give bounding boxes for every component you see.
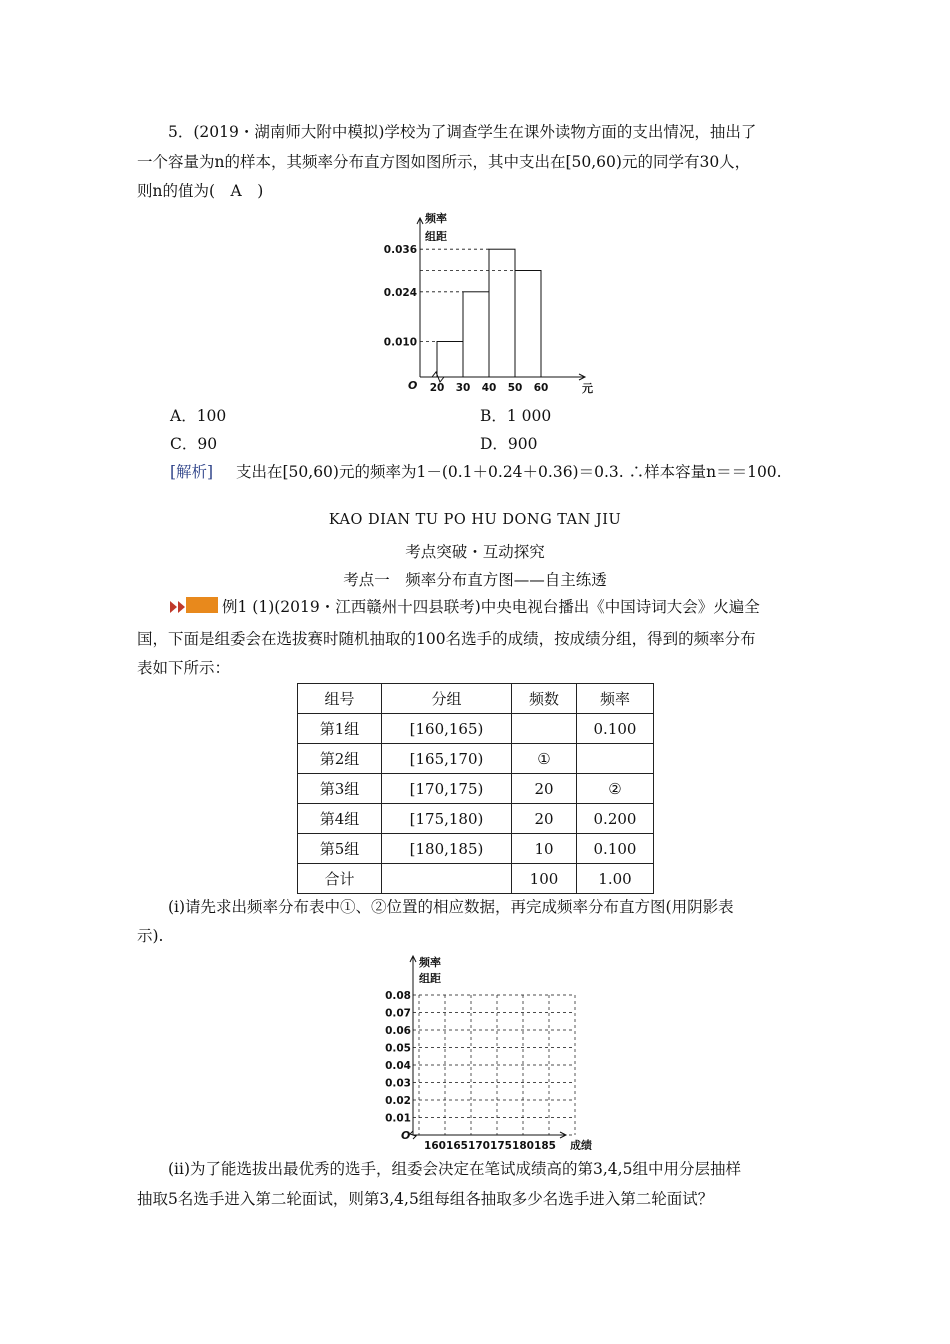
origin-label: O <box>408 379 418 392</box>
table-cell <box>382 864 512 894</box>
y-tick-label: 0.04 <box>385 1060 411 1072</box>
table-cell <box>512 714 577 744</box>
table-cell: 第5组 <box>298 834 382 864</box>
x-tick-label: 175 <box>490 1140 512 1150</box>
analysis-text: 支出在[50,60)元的频率为1－(0.1＋0.24＋0.36)＝0.3. ∴样本容量n＝＝100. <box>236 463 782 481</box>
x-axis-label: 元 <box>582 382 593 395</box>
x-tick-label: 40 <box>481 382 497 394</box>
histogram-bar <box>489 249 515 377</box>
problem5-line1: 5．(2019・湖南师大附中模拟)学校为了调查学生在课外读物方面的支出情况，抽出了 <box>168 123 757 141</box>
table-cell: [170,175) <box>382 774 512 804</box>
y-tick-label: 0.07 <box>385 1007 411 1020</box>
histogram-bar <box>437 342 463 378</box>
y-label-top: 频率 <box>425 212 447 225</box>
option-a: A．100 <box>170 407 227 425</box>
histogram-bar <box>463 292 489 377</box>
y-tick-label: 0.010 <box>383 336 417 349</box>
problem5-line2: 一个容量为n的样本，其频率分布直方图如图所示，其中支出在[50,60)元的同学有30人， <box>137 153 751 171</box>
y-tick-label: 0.02 <box>385 1095 411 1107</box>
x-axis-label: 成绩 <box>570 1139 592 1150</box>
y-label-bottom: 组距 <box>419 972 441 985</box>
x-tick-label: 20 <box>429 382 445 394</box>
x-tick-label: 185 <box>534 1140 556 1150</box>
y-tick-label: 0.06 <box>385 1025 411 1037</box>
y-tick-label: 0.05 <box>385 1042 411 1055</box>
question2-line2: 抽取5名选手进入第二轮面试，则第3,4,5组每组各抽取多少名选手进入第二轮面试？ <box>137 1190 714 1208</box>
table-cell: 20 <box>512 804 577 834</box>
table-header: 组号 <box>298 684 382 714</box>
option-b: B．1 000 <box>480 407 552 425</box>
x-tick-label: 180 <box>512 1140 534 1150</box>
y-tick-label: 0.024 <box>383 286 417 299</box>
table-row <box>298 774 654 804</box>
x-tick-label: 165 <box>446 1140 468 1150</box>
table-cell: 第2组 <box>298 744 382 774</box>
table-cell: 10 <box>512 834 577 864</box>
table-cell: 1.00 <box>577 864 654 894</box>
table-cell: ① <box>512 744 577 774</box>
expenditure-histogram <box>380 210 600 400</box>
table-row <box>298 804 654 834</box>
y-tick-label: 0.03 <box>385 1077 411 1090</box>
example1-line2: 国，下面是组委会在选拔赛时随机抽取的100名选手的成绩，按成绩分组，得到的频率分布 <box>137 630 756 648</box>
y-label-bottom: 组距 <box>425 230 447 243</box>
table-cell: 第3组 <box>298 774 382 804</box>
question1-line2: 示). <box>137 927 164 945</box>
y-tick-label: 0.08 <box>385 990 411 1002</box>
table-cell: [160,165) <box>382 714 512 744</box>
table-cell: [165,170) <box>382 744 512 774</box>
score-histogram-grid <box>380 950 610 1150</box>
y-label-top: 频率 <box>419 956 441 969</box>
x-tick-label: 30 <box>455 382 471 394</box>
table-cell: 第4组 <box>298 804 382 834</box>
question1-line1: (ⅰ)请先求出频率分布表中①、②位置的相应数据，再完成频率分布直方图(用阴影表 <box>168 898 734 916</box>
table-cell: 0.200 <box>577 804 654 834</box>
section-title: 考点突破・互动探究 <box>405 543 545 561</box>
example1-line3: 表如下所示： <box>137 659 231 677</box>
table-cell: ② <box>577 774 654 804</box>
table-cell: 0.100 <box>577 834 654 864</box>
x-tick-label: 50 <box>507 382 523 394</box>
x-tick-label: 170 <box>468 1140 490 1150</box>
table-cell: 合计 <box>298 864 382 894</box>
table-header: 频数 <box>512 684 577 714</box>
frequency-table <box>297 683 654 894</box>
table-cell <box>577 744 654 774</box>
example1-line1: 例1 (1)(2019・江西赣州十四县联考)中央电视台播出《中国诗词大会》火遍全 <box>222 598 760 616</box>
table-header-row <box>298 684 654 714</box>
y-tick-label: 0.01 <box>385 1112 411 1125</box>
option-c: C．90 <box>170 435 218 453</box>
table-header: 频率 <box>577 684 654 714</box>
orange-badge <box>186 597 218 613</box>
origin-label: O <box>401 1129 411 1142</box>
analysis-tag: [解析] <box>170 463 214 481</box>
table-row <box>298 714 654 744</box>
table-cell: [180,185) <box>382 834 512 864</box>
x-tick-label: 160 <box>424 1140 446 1150</box>
section-subtitle: 考点一 频率分布直方图——自主练透 <box>343 571 607 589</box>
question2-line1: (ⅱ)为了能选拔出最优秀的选手，组委会决定在笔试成绩高的第3,4,5组中用分层抽样 <box>168 1160 741 1178</box>
table-row <box>298 834 654 864</box>
table-cell: 100 <box>512 864 577 894</box>
table-cell: 0.100 <box>577 714 654 744</box>
histogram-bar <box>515 271 541 378</box>
table-cell: 第1组 <box>298 714 382 744</box>
section-pinyin: KAO DIAN TU PO HU DONG TAN JIU <box>328 512 622 528</box>
problem5-line3: 则n的值为( A ) <box>137 182 264 200</box>
option-d: D．900 <box>480 435 538 453</box>
table-row <box>298 744 654 774</box>
table-cell: 20 <box>512 774 577 804</box>
table-header: 分组 <box>382 684 512 714</box>
y-tick-label: 0.036 <box>383 244 417 257</box>
table-cell: [175,180) <box>382 804 512 834</box>
table-row <box>298 864 654 894</box>
x-tick-label: 60 <box>533 382 549 394</box>
